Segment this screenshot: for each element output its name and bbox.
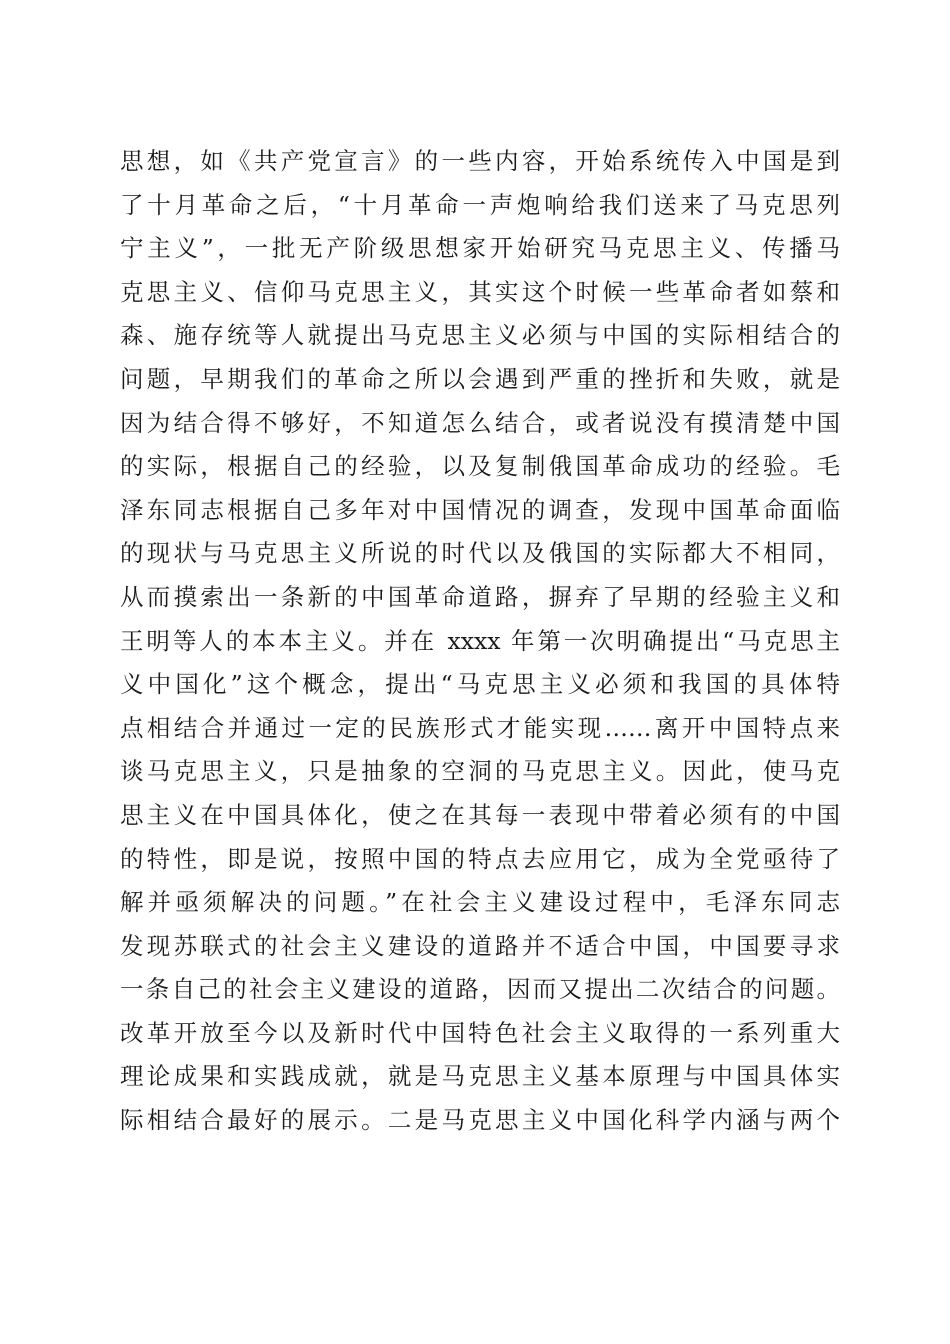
- text-line-1: 思想，如《共产党宣言》的一些内容，开始系统传入中国是到: [120, 147, 840, 175]
- text-line-7: 因为结合得不够好，不知道怎么结合，或者说没有摸清楚中国: [120, 408, 840, 437]
- text-line-2: 了十月革命之后，“十月革命一声炮响给我们送来了马克思列: [120, 190, 840, 219]
- text-line-12: 王明等人的本本主义。并在 xxxx 年第一次明确提出“马克思主: [120, 626, 840, 655]
- text-line-21: 改革开放至今以及新时代中国特色社会主义取得的一系列重大: [120, 1018, 840, 1047]
- text-line-22: 理论成果和实践成就，就是马克思主义基本原理与中国具体实: [120, 1062, 840, 1091]
- text-line-17: 的特性，即是说，按照中国的特点去应用它，成为全党亟待了: [120, 844, 840, 873]
- text-line-3: 宁主义”，一批无产阶级思想家开始研究马克思主义、传播马: [120, 234, 840, 263]
- text-line-18: 解并亟须解决的问题。”在社会主义建设过程中，毛泽东同志: [120, 888, 840, 917]
- text-line-19: 发现苏联式的社会主义建设的道路并不适合中国，中国要寻求: [120, 931, 840, 960]
- text-line-14: 点相结合并通过一定的民族形式才能实现……离开中国特点来: [120, 713, 840, 742]
- text-line-15: 谈马克思主义，只是抽象的空洞的马克思主义。因此，使马克: [120, 757, 840, 786]
- text-line-23: 际相结合最好的展示。二是马克思主义中国化科学内涵与两个: [120, 1106, 840, 1135]
- text-line-16: 思主义在中国具体化，使之在其每一表现中带着必须有的中国: [120, 800, 840, 829]
- body-paragraph: [120, 140, 840, 1143]
- text-line-13: 义中国化”这个概念，提出“马克思主义必须和我国的具体特: [120, 670, 840, 699]
- text-line-10: 的现状与马克思主义所说的时代以及俄国的实际都大不相同，: [120, 539, 840, 568]
- text-line-5: 森、施存统等人就提出马克思主义必须与中国的实际相结合的: [120, 321, 840, 350]
- text-line-6: 问题，早期我们的革命之所以会遇到严重的挫折和失败，就是: [120, 364, 840, 393]
- text-line-20: 一条自己的社会主义建设的道路，因而又提出二次结合的问题。: [120, 975, 840, 1004]
- text-line-8: 的实际，根据自己的经验，以及复制俄国革命成功的经验。毛: [120, 452, 840, 481]
- text-line-11: 从而摸索出一条新的中国革命道路，摒弃了早期的经验主义和: [120, 582, 840, 611]
- text-line-9: 泽东同志根据自己多年对中国情况的调查，发现中国革命面临: [120, 495, 840, 524]
- text-line-4: 克思主义、信仰马克思主义，其实这个时候一些革命者如蔡和: [120, 277, 840, 306]
